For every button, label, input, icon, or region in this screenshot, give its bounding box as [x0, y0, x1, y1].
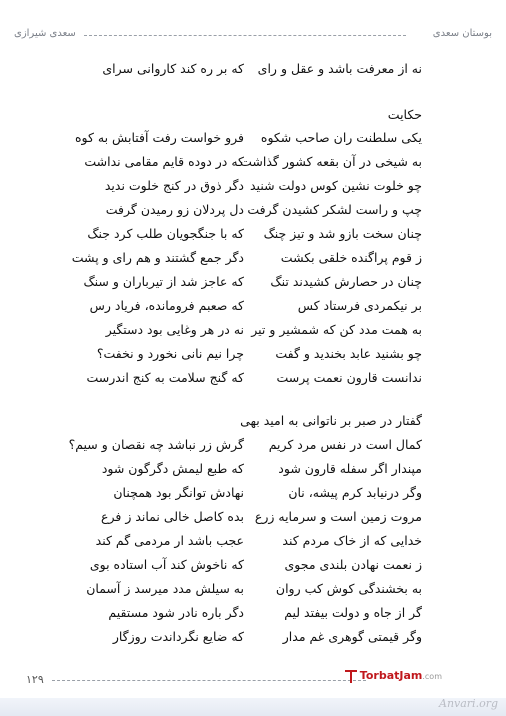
story-verse-10a: چو بشنید عابد بخندید و گفت — [275, 346, 422, 361]
story-title: حکایت — [387, 107, 422, 122]
story-verse-1b: فرو خواست رفت آفتابش به کوه — [74, 130, 244, 145]
section-verse-2a: مپندار اگر سفله قارون شود — [278, 461, 422, 476]
section-verse-4b: بده کاصل خالی نماند ز فرع — [101, 509, 244, 524]
story-verse-4b: دل پردلان زو رمیدن گرفت — [105, 202, 244, 217]
story-verse-9a: به همت مدد کن که شمشیر و تیر — [251, 322, 422, 337]
story-verse-6a: ز قوم پراگنده خلقی بکشت — [280, 250, 422, 265]
story-verse-3b: دگر ذوق در کنج خلوت ندید — [104, 178, 244, 193]
story-verse-3a: چو خلوت نشین کوس دولت شنید — [250, 178, 422, 193]
story-verse-5b: که با جنگجویان طلب کرد جنگ — [87, 226, 244, 241]
story-verse-1a: یکی سلطنت ران صاحب شکوه — [260, 130, 422, 145]
section-verse-1a: کمال است در نفس مرد کریم — [268, 437, 422, 452]
story-verse-10b: چرا نیم نانی نخورد و نخفت؟ — [96, 346, 244, 361]
story-verse-2a: به شیخی در آن بقعه کشور گذاشت — [240, 154, 422, 169]
logo-icon — [344, 669, 358, 683]
section-verse-7b: به سیلش مدد میرسد ز آسمان — [86, 581, 244, 596]
story-verse-2b: که در دوده قایم مقامی نداشت — [84, 154, 244, 169]
story-verse-7a: چنان در حصارش کشیدند تنگ — [270, 274, 422, 289]
section-verse-8b: دگر باره نادر شود مستقیم — [108, 605, 244, 620]
site-logo[interactable] — [344, 669, 442, 683]
section-verse-6b: که ناخوش کند آب استاده بوی — [89, 557, 244, 572]
author-name: سعدی شیرازی — [14, 28, 76, 39]
section-verse-1b: گرش زر نباشد چه نقصان و سیم؟ — [68, 437, 244, 452]
story-verse-8b: که صعبم فرومانده، فریاد رس — [89, 298, 244, 313]
section-verse-5a: خدایی که از خاک مردم کند — [282, 533, 422, 548]
footer-divider — [52, 680, 366, 681]
story-verse-6b: دگر جمع گشتند و هم رای و پشت — [71, 250, 244, 265]
section-verse-7a: به بخشندگی کوش کب روان — [275, 581, 422, 596]
story-verse-8a: بر نیکمردی فرستاد کس — [297, 298, 422, 313]
page-number: ۱۲۹ — [26, 673, 44, 686]
bottom-bar — [0, 698, 506, 716]
opening-hemistich-2: که بر ره کند کاروانی سرای — [102, 61, 244, 76]
watermark: Anvari.org — [439, 697, 498, 710]
section-verse-6a: ز نعمت نهادن بلندی مجوی — [284, 557, 422, 572]
section-verse-9b: که ضایع نگرداندت روزگار — [112, 629, 244, 644]
story-verse-9b: نه در هر وغایی بود دستگیر — [105, 322, 244, 337]
story-verse-11a: ندانست قارون نعمت پرست — [276, 370, 422, 385]
book-title: بوستان سعدی — [432, 28, 492, 39]
section-verse-2b: که طبع لیمش دگرگون شود — [101, 461, 244, 476]
story-verse-11b: که گنج سلامت به کنج اندرست — [86, 370, 244, 385]
story-verse-5a: چنان سخت بازو شد و تیز چنگ — [263, 226, 422, 241]
section-verse-3a: وگر درنیابد کرم پیشه، نان — [288, 485, 422, 500]
story-verse-4a: چپ و راست لشکر کشیدن گرفت — [247, 202, 422, 217]
logo-text: TorbatJam — [359, 669, 423, 682]
logo-suffix: .com — [422, 672, 442, 681]
section-verse-3b: نهادش توانگر بود همچنان — [113, 485, 244, 500]
section-verse-8a: گر از جاه و دولت بیفتد لیم — [284, 605, 422, 620]
story-verse-7b: که عاجز شد از تیرباران و سنگ — [83, 274, 244, 289]
section-verse-4a: مروت زمین است و سرمایه زرع — [254, 509, 422, 524]
section-title: گفتار در صبر بر ناتوانی به امید بهی — [240, 413, 422, 428]
section-verse-5b: عجب باشد ار مردمی گم کند — [95, 533, 244, 548]
opening-hemistich-1: نه از معرفت باشد و عقل و رای — [257, 61, 422, 76]
section-verse-9a: وگر قیمتی گوهری غم مدار — [282, 629, 422, 644]
